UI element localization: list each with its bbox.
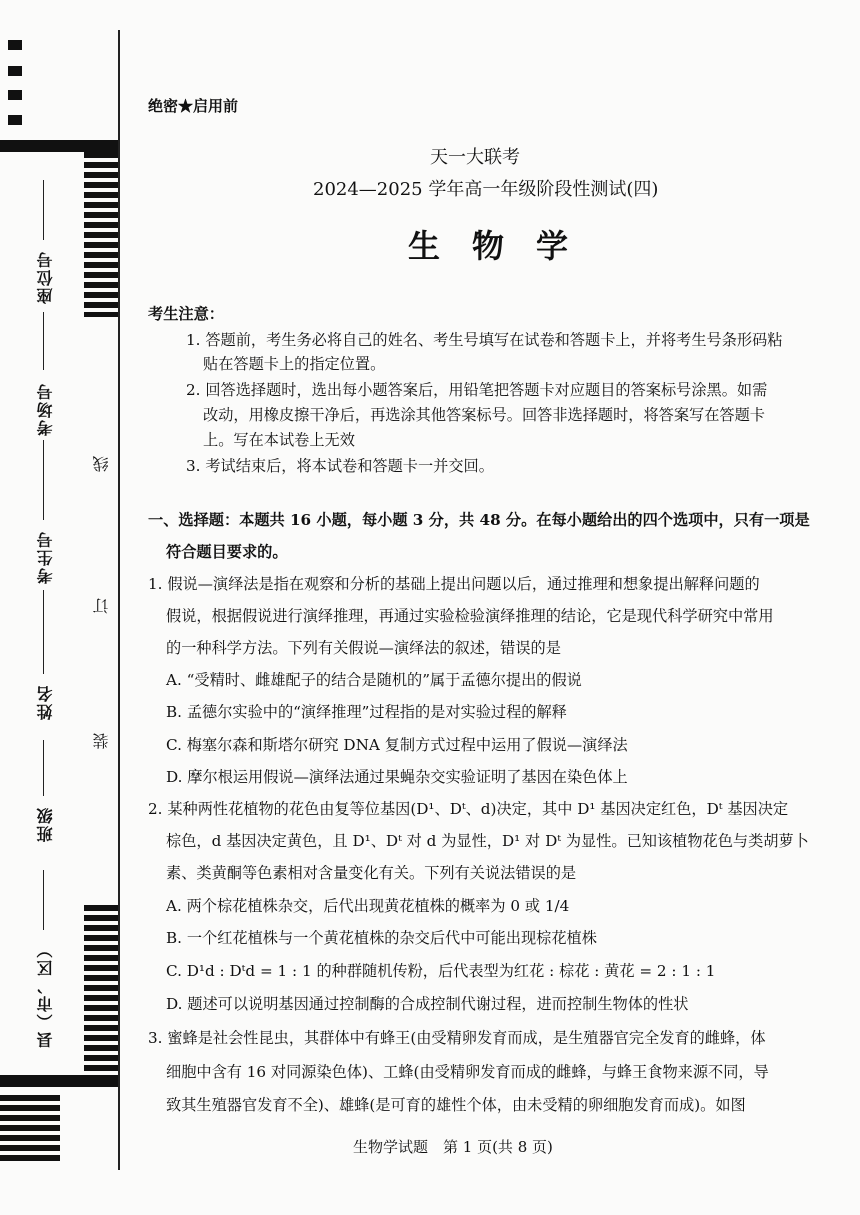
notice-line: 1. 答题前，考生务必将自己的姓名、考生号填写在试卷和答题卡上，并将考生号条形码粘 (186, 331, 783, 349)
registration-mark (8, 66, 22, 76)
seal-line-char: 线 (92, 456, 111, 472)
q2-stem: 2. 某种两性花植物的花色由复等位基因(D¹、Dᵗ、d)决定，其中 D¹ 基因决定红色，Dᵗ 基因决定 (148, 800, 789, 818)
barcode-bar (0, 1075, 118, 1087)
county-label: 县（市、区） (36, 940, 55, 1048)
notice-line: 上。写在本试卷上无效 (203, 431, 355, 449)
q2-stem: 素、类黄酮等色素相对含量变化有关。下列有关说法错误的是 (166, 864, 577, 882)
student-number-label: 考生号 (36, 530, 55, 584)
fill-line (43, 740, 44, 796)
notice-title: 考生注意： (148, 305, 224, 323)
binding-margin-rule (118, 30, 120, 1170)
q2-option-b: B. 一个红花植株与一个黄花植株的杂交后代中可能出现棕花植株 (166, 929, 597, 947)
q2-option-d: D. 题述可以说明基因通过控制酶的合成控制代谢过程，进而控制生物体的性状 (166, 995, 689, 1013)
name-label: 姓名 (36, 684, 55, 720)
fill-line (43, 180, 44, 240)
section-heading: 一、选择题：本题共 16 小题，每小题 3 分，共 48 分。在每小题给出的四个选项中，只有一项是 (148, 511, 810, 529)
notice-line: 3. 考试结束后，将本试卷和答题卡一并交回。 (186, 457, 494, 475)
barcode-strip (0, 1095, 60, 1165)
notice-line: 改动，用橡皮擦干净后，再选涂其他答案标号。回答非选择题时，将答案写在答题卡 (203, 406, 765, 424)
confidential-label: 绝密★启用前 (148, 97, 239, 115)
class-label: 班级 (36, 806, 55, 842)
registration-mark (8, 40, 22, 50)
seal-mount-char: 装 (92, 733, 111, 749)
q2-stem: 棕色，d 基因决定黄色，且 D¹、Dᵗ 对 d 为显性，D¹ 对 Dᵗ 为显性。已知该植物花色与类胡萝卜 (166, 832, 809, 850)
subject-title: 生 物 学 (408, 227, 569, 265)
exam-organizer: 天一大联考 (430, 147, 520, 168)
exam-title: 2024—2025 学年高一年级阶段性测试(四) (313, 179, 659, 200)
q1-stem: 假说，根据假说进行演绎推理，再通过实验检验演绎推理的结论，它是现代科学研究中常用 (166, 607, 774, 625)
notice-line: 贴在答题卡上的指定位置。 (203, 355, 386, 373)
q1-option-d: D. 摩尔根运用假说—演绎法通过果蝇杂交实验证明了基因在染色体上 (166, 768, 628, 786)
q3-stem: 细胞中含有 16 对同源染色体)、工蜂(由受精卵发育而成的雌蜂，与蜂王食物来源不同，导 (166, 1063, 769, 1081)
seal-bind-char: 订 (92, 598, 111, 614)
section-heading-cont: 符合题目要求的。 (166, 543, 288, 561)
seat-number-label: 座位号 (36, 250, 55, 304)
barcode-bar (0, 140, 118, 152)
barcode-strip (84, 905, 118, 1075)
q1-stem: 的一种科学方法。下列有关假说—演绎法的叙述，错误的是 (166, 639, 561, 657)
registration-mark (8, 115, 22, 125)
fill-line (43, 312, 44, 370)
q1-option-c: C. 梅塞尔森和斯塔尔研究 DNA 复制方式过程中运用了假说—演绎法 (166, 736, 628, 754)
q2-option-c: C. D¹d : Dᵗd = 1 : 1 的种群随机传粉，后代表型为红花 : 棕花 : 黄花 = 2 : 1 : 1 (166, 962, 716, 980)
fill-line (43, 440, 44, 520)
fill-line (43, 590, 44, 674)
q3-stem: 致其生殖器官发育不全)、雄蜂(是可育的雄性个体，由未受精的卵细胞发育而成)。如图 (166, 1096, 746, 1114)
notice-line: 2. 回答选择题时，选出每小题答案后，用铅笔把答题卡对应题目的答案标号涂黑。如需 (186, 381, 768, 399)
barcode-strip (84, 152, 118, 317)
registration-mark (8, 90, 22, 100)
fill-line (43, 870, 44, 930)
q2-option-a: A. 两个棕花植株杂交，后代出现黄花植株的概率为 0 或 1/4 (166, 897, 570, 915)
q1-option-b: B. 孟德尔实验中的“演绎推理”过程指的是对实验过程的解释 (166, 703, 567, 721)
q1-option-a: A. “受精时、雌雄配子的结合是随机的”属于孟德尔提出的假说 (166, 671, 582, 689)
page-footer: 生物学试题 第 1 页(共 8 页) (353, 1138, 553, 1156)
q3-stem: 3. 蜜蜂是社会性昆虫，其群体中有蜂王(由受精卵发育而成，是生殖器官完全发育的雌蜂，体 (148, 1029, 766, 1047)
exam-room-label: 考场号 (36, 382, 55, 436)
q1-stem: 1. 假说—演绎法是指在观察和分析的基础上提出问题以后，通过推理和想象提出解释问题的 (148, 575, 760, 593)
